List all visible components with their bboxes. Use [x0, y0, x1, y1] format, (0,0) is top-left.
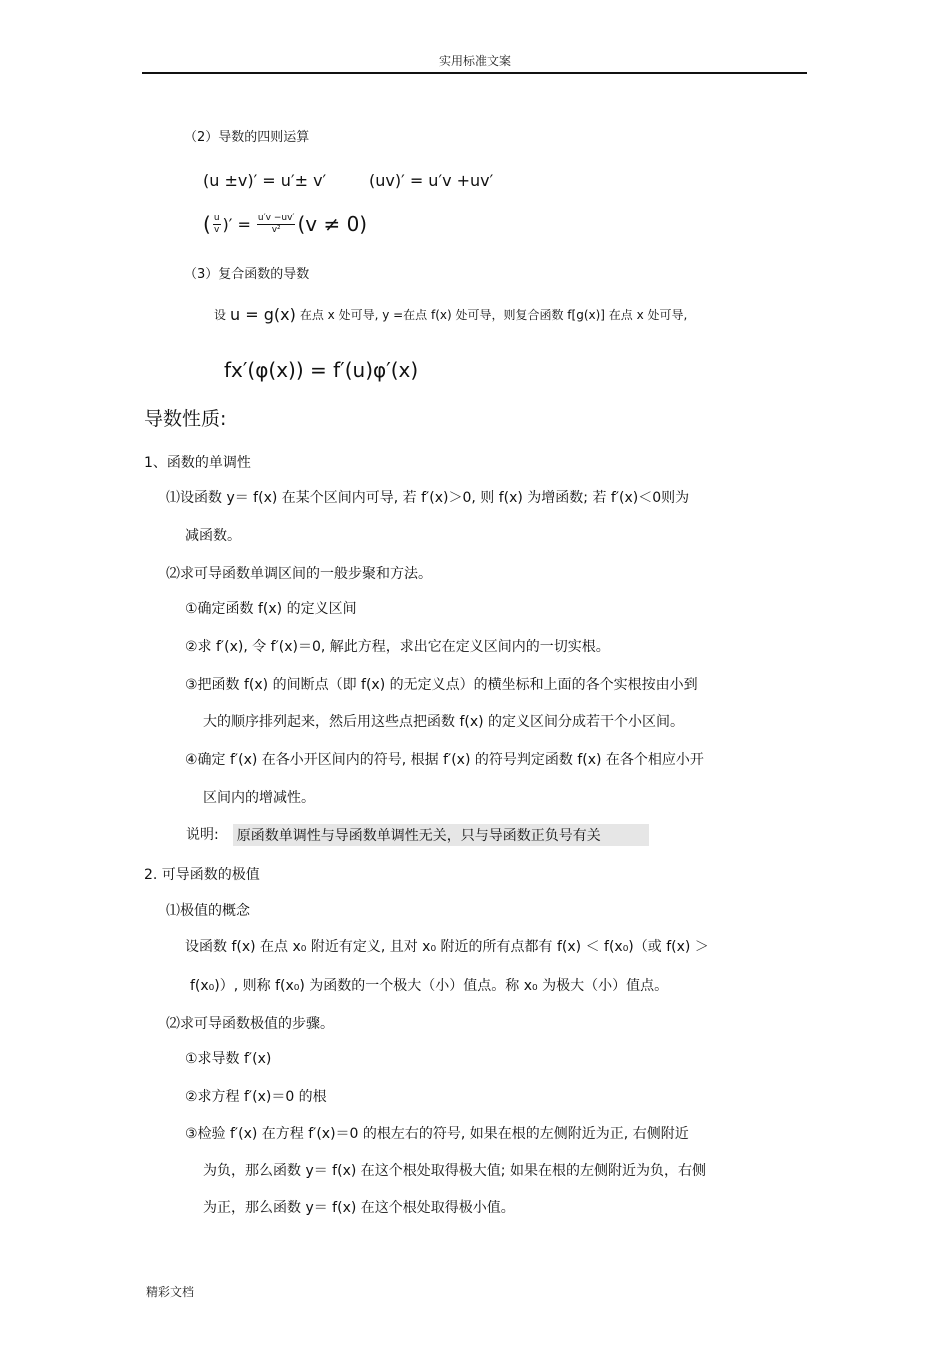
- monotonic-p2-title: ⑵求可导函数单调区间的一般步聚和方法。: [166, 566, 432, 582]
- quotient-result-fraction: [257, 214, 296, 235]
- composite-statement-prefix: 设: [214, 308, 227, 322]
- note-label: 说明:: [186, 827, 219, 843]
- section-composite-title: （3）复合函数的导数: [184, 267, 310, 282]
- monotonic-p1-line2: 减函数。: [185, 528, 241, 544]
- extremum-step-3-line3: 为正，那么函数 y＝ f(x) 在这个根处取得极小值。: [203, 1200, 515, 1216]
- monotonic-step-4-line2: 区间内的增减性。: [203, 790, 315, 806]
- quotient-v: v: [214, 224, 220, 235]
- monotonic-title: 1、函数的单调性: [144, 455, 251, 471]
- extremum-step-1: ①求导数 f′(x): [185, 1051, 272, 1067]
- composite-statement: [214, 305, 687, 324]
- extremum-title: 2. 可导函数的极值: [144, 867, 260, 883]
- extremum-concept-line1: 设函数 f(x) 在点 x₀ 附近有定义, 且对 x₀ 附近的所有点都有 f(x) ＜ f(x₀)（或 f(x) ＞: [185, 939, 709, 955]
- monotonic-step-3-line1: ③把函数 f(x) 的间断点（即 f(x) 的无定义点）的横坐标和上面的各个实根按由小到: [185, 677, 698, 693]
- section-arith-title: （2）导数的四则运算: [184, 130, 310, 145]
- extremum-steps-title: ⑵求可导函数极值的步骤。: [166, 1016, 334, 1032]
- quotient-uv-fraction: [213, 214, 221, 235]
- monotonic-step-4-line1: ④确定 f′(x) 在各小开区间内的符号, 根据 f′(x) 的符号判定函数 f(x) 在各个相应小开: [185, 752, 704, 768]
- composite-u-definition: u = g(x): [230, 305, 296, 324]
- composite-statement-rest: 在点 x 处可导, y =在点 f(x) 处可导，则复合函数 f[g(x)] 在点 x 处可导,: [299, 308, 688, 322]
- extremum-step-3-line2: 为负，那么函数 y＝ f(x) 在这个根处取得极大值; 如果在根的左侧附近为负，右侧: [203, 1163, 706, 1179]
- extremum-concept-title: ⑴极值的概念: [166, 903, 250, 919]
- page-footer: 精彩文档: [146, 1285, 195, 1299]
- monotonic-step-2: ②求 f′(x), 令 f′(x)＝0, 解此方程，求出它在定义区间内的一切实根。: [185, 639, 610, 655]
- quotient-close: )′ =: [222, 214, 251, 234]
- monotonic-step-1: ①确定函数 f(x) 的定义区间: [185, 601, 357, 617]
- chain-rule-formula: fx′(φ(x)) = f′(u)φ′(x): [224, 358, 419, 382]
- extremum-concept-line2: f(x₀)）, 则称 f(x₀) 为函数的一个极大（小）值点。称 x₀ 为极大（小）值点。: [190, 978, 669, 994]
- formula-product: (uv)′ = u′v +uv′: [369, 171, 494, 190]
- quotient-open-paren: (: [203, 212, 211, 236]
- monotonic-step-3-line2: 大的顺序排列起来，然后用这些点把函数 f(x) 的定义区间分成若干个小区间。: [203, 714, 685, 730]
- quotient-condition: (v ≠ 0): [297, 212, 368, 236]
- quotient-numerator: u′v −uv′: [257, 212, 295, 223]
- formula-quotient: [203, 212, 367, 236]
- extremum-step-3-line1: ③检验 f′(x) 在方程 f′(x)＝0 的根左右的符号, 如果在根的左侧附近为正, 右侧附近: [185, 1126, 689, 1142]
- monotonic-note: [186, 824, 649, 846]
- quotient-u: u: [213, 212, 220, 223]
- note-text: 原函数单调性与导函数单调性无关，只与导函数正负号有关: [233, 824, 649, 846]
- page-header-title: 实用标准文案: [438, 54, 511, 68]
- header-rule: [142, 72, 807, 74]
- properties-heading: 导数性质:: [144, 408, 227, 430]
- formula-sum: (u ±v)′ = u′± v′: [203, 171, 327, 190]
- monotonic-p1-line1: ⑴设函数 y＝ f(x) 在某个区间内可导, 若 f′(x)＞0, 则 f(x) 为增函数; 若 f′(x)＜0则为: [166, 490, 690, 506]
- quotient-denominator: v²: [271, 224, 281, 235]
- extremum-step-2: ②求方程 f′(x)＝0 的根: [185, 1089, 327, 1105]
